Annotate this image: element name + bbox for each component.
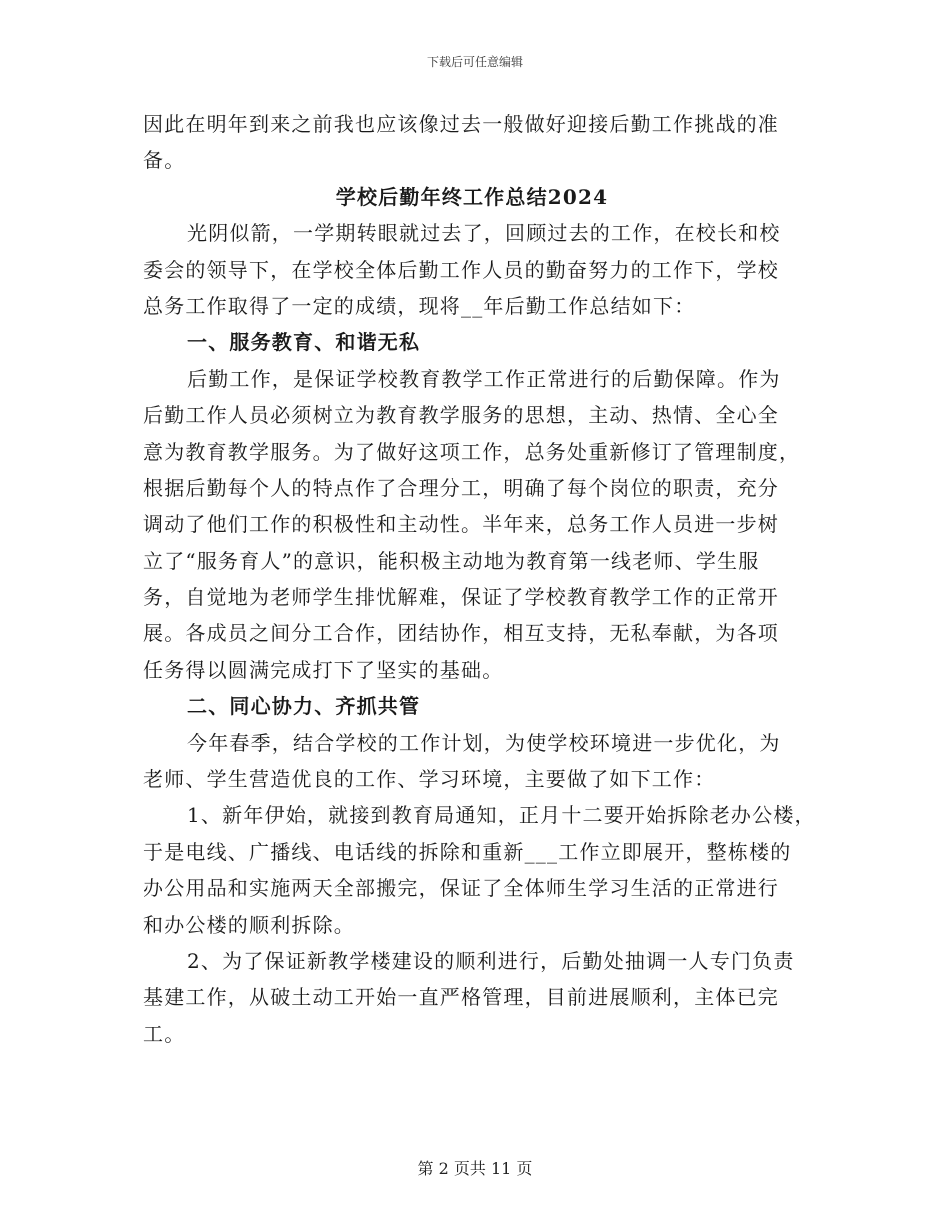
paragraph-line: 今年春季，结合学校的工作计划，为使学校环境进一步优化，为 — [187, 730, 781, 755]
paragraph-line: 后勤工作，是保证学校教育教学工作正常进行的后勤保障。作为 — [187, 366, 781, 391]
paragraph-line: 展。各成员之间分工合作，团结协作，相互支持，无私奉献，为各项 — [143, 621, 779, 646]
paragraph-line: 务，自觉地为老师学生排忧解难，保证了学校教育教学工作的正常开 — [143, 585, 779, 610]
paragraph-line: 于是电线、广播线、电话线的拆除和重新___工作立即展开，整栋楼的 — [143, 839, 792, 864]
document-body — [143, 106, 816, 1052]
paragraph-line: 老师、学生营造优良的工作、学习环境，主要做了如下工作： — [143, 767, 716, 792]
paragraph-line: 光阴似箭，一学期转眼就过去了，回顾过去的工作，在校长和校 — [187, 221, 781, 246]
paragraph-line: 因此在明年到来之前我也应该像过去一般做好迎接后勤工作挑战的准 — [143, 112, 779, 136]
paragraph-line: 根据后勤每个人的特点作了合理分工，明确了每个岗位的职责，充分 — [143, 475, 779, 500]
paragraph-line: 后勤工作人员必须树立为教育教学服务的思想，主动、热情、全心全 — [143, 403, 779, 428]
paragraph-line: 调动了他们工作的积极性和主动性。半年来，总务工作人员进一步树 — [143, 512, 779, 537]
page-header: 下载后可任意编辑 — [426, 55, 523, 69]
paragraph-line: 总务工作取得了一定的成绩，现将__年后勤工作总结如下： — [143, 293, 696, 318]
paragraph-line: 任务得以圆满完成打下了坚实的基础。 — [143, 657, 504, 682]
paragraph-line: 立了“服务育人”的意识，能积极主动地为教育第一线老师、学生服 — [143, 548, 760, 573]
paragraph-line: 工。 — [143, 1021, 186, 1046]
page-footer: 第 2 页共 11 页 — [417, 1159, 533, 1178]
paragraph-line: 基建工作，从破土动工开始一直严格管理，目前进展顺利，主体已完 — [143, 985, 779, 1010]
paragraph-line: 1、新年伊始，就接到教育局通知，正月十二要开始拆除老办公楼， — [187, 803, 816, 828]
section-heading: 一、服务教育、和谐无私 — [187, 330, 421, 355]
paragraph-line: 委会的领导下，在学校全体后勤工作人员的勤奋努力的工作下，学校 — [143, 257, 779, 282]
paragraph-line: 办公用品和实施两天全部搬完，保证了全体师生学习生活的正常进行 — [143, 876, 779, 901]
section-heading: 二、同心协力、齐抓共管 — [187, 694, 421, 719]
paragraph-line: 和办公楼的顺利拆除。 — [143, 912, 355, 937]
document-title: 学校后勤年终工作总结2024 — [335, 184, 609, 209]
paragraph-line: 2、为了保证新教学楼建设的顺利进行，后勤处抽调一人专门负责 — [187, 948, 795, 973]
paragraph-line: 意为教育教学服务。为了做好这项工作，总务处重新修订了管理制度， — [143, 439, 801, 464]
paragraph-line: 备。 — [143, 148, 186, 173]
